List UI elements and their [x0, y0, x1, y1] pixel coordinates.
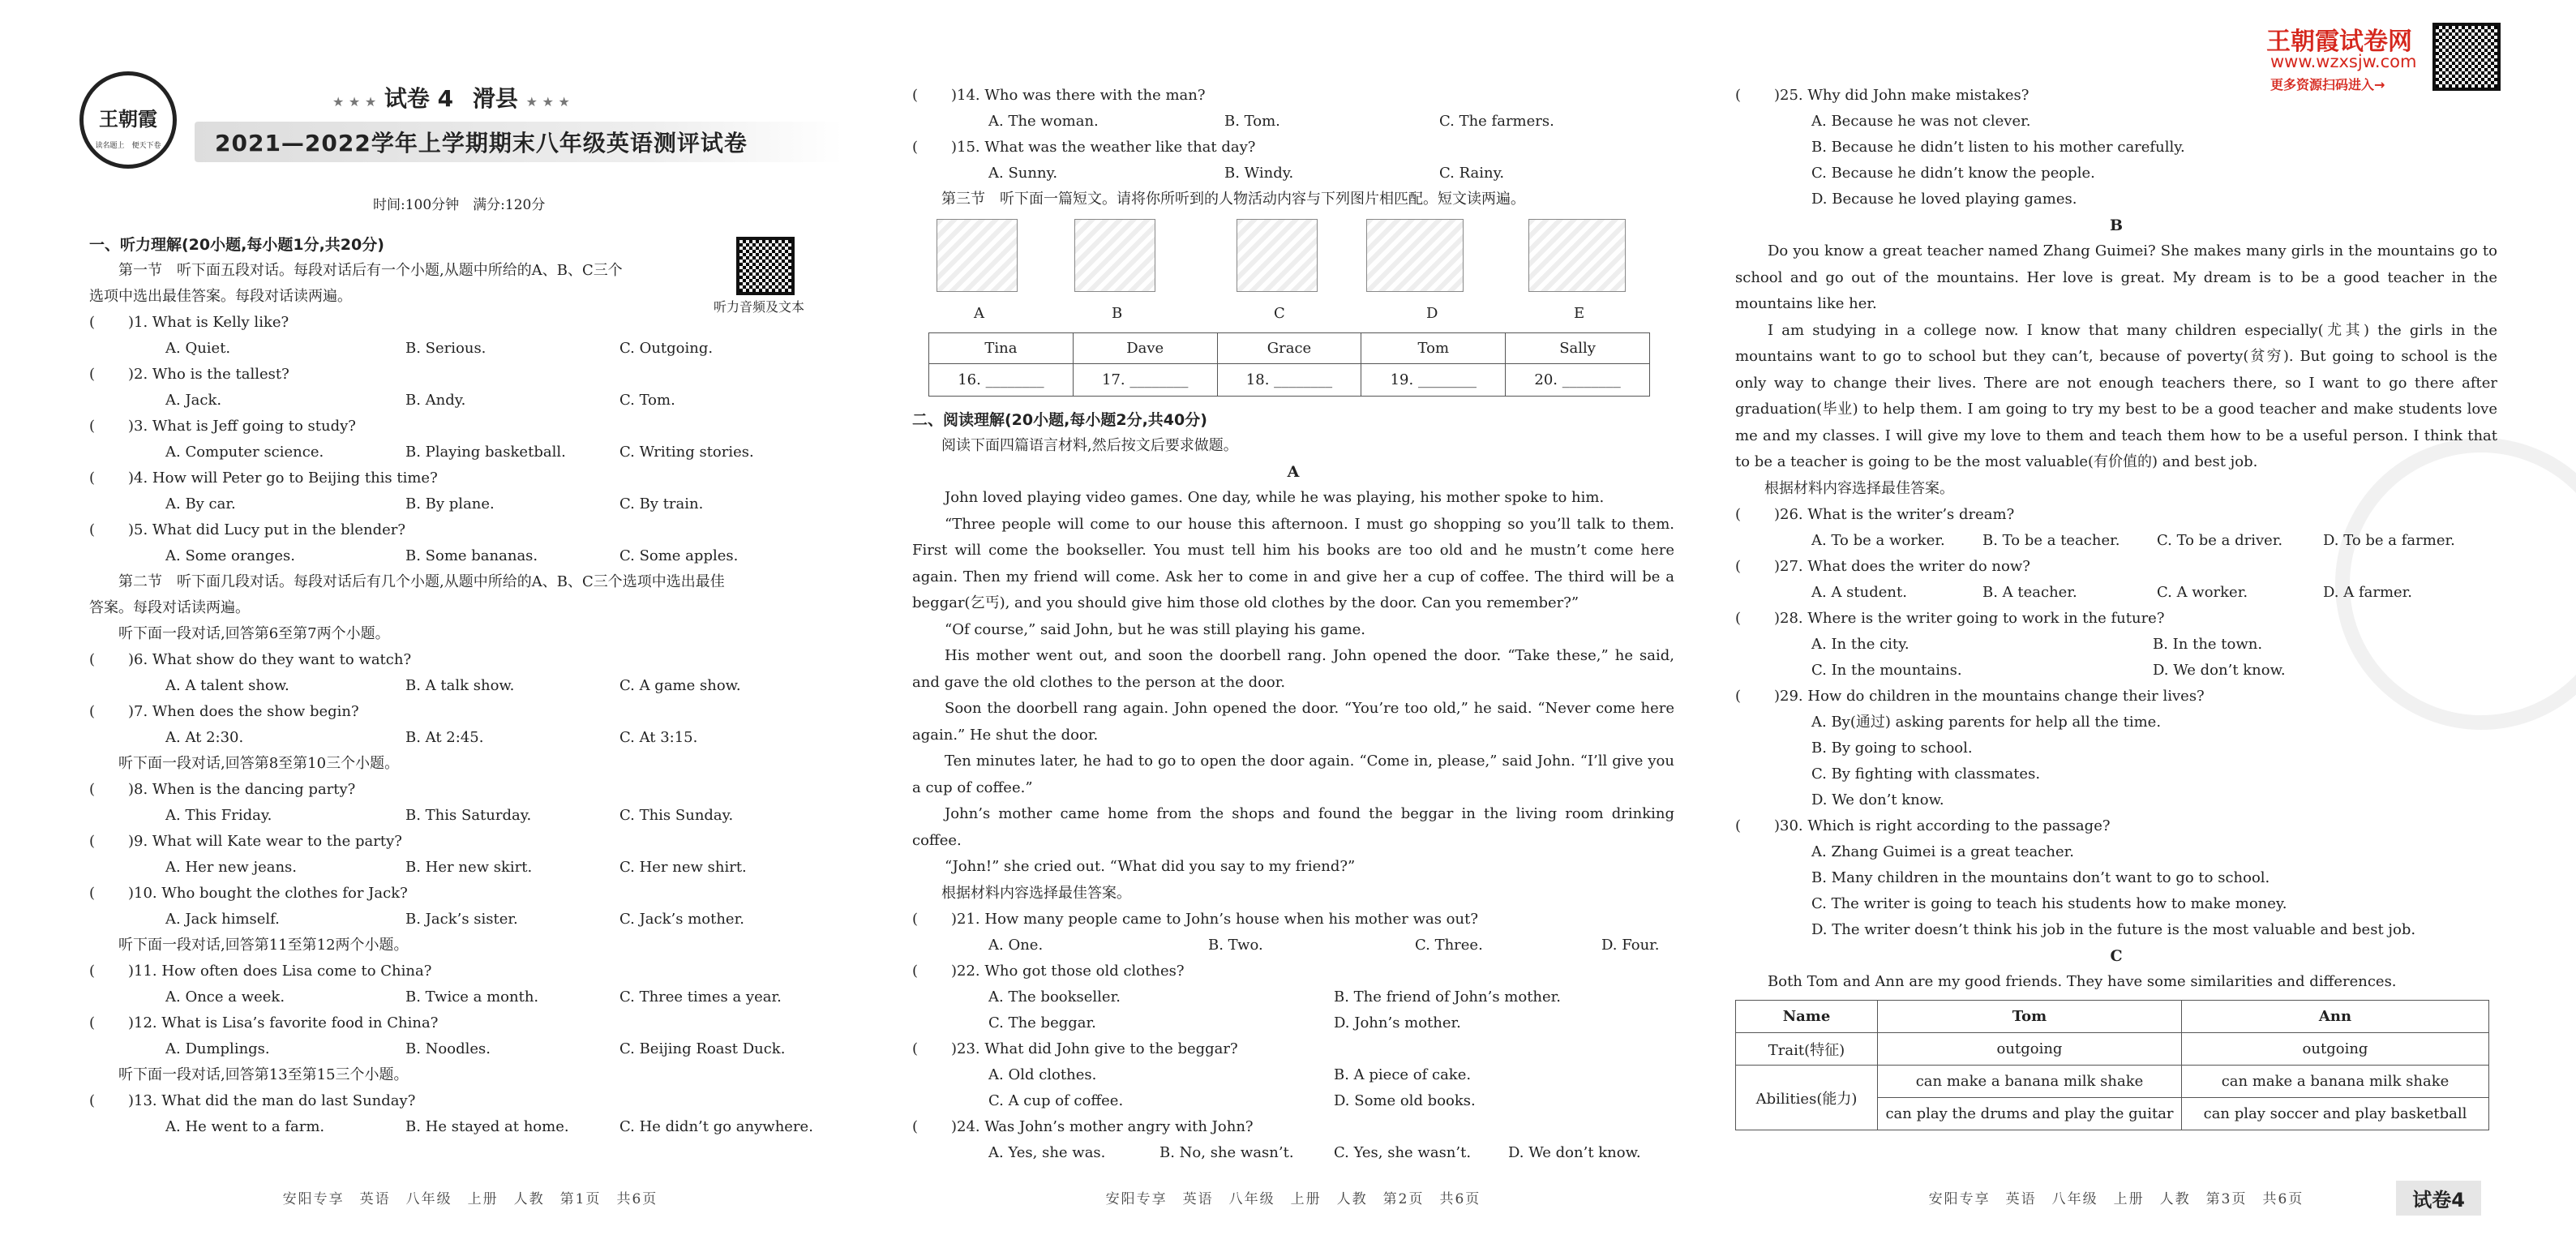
table-cell: outgoing: [2182, 1033, 2489, 1066]
options-5[interactable]: A. Some oranges. B. Some bananas. C. Some apples.: [165, 547, 739, 564]
question-6: ( )6. What show do they want to watch?: [89, 651, 412, 668]
option-25a[interactable]: A. Because he was not clever.: [1811, 113, 2031, 130]
part-3-title: 第三节 听下面一篇短文。请将你所听到的人物活动内容与下列图片相匹配。短文读两遍。: [941, 191, 1525, 208]
picture-label-c: C: [1274, 305, 1285, 322]
options-2[interactable]: A. Jack. B. Andy. C. Tom.: [165, 392, 675, 409]
footer-page-3: 安阳专享 英语 八年级 上册 人教 第3页 共6页: [1928, 1191, 2304, 1207]
options-28a[interactable]: A. In the city. B. In the town.: [1811, 635, 2263, 653]
name-cell: Grace: [1217, 333, 1361, 364]
option-29c[interactable]: C. By fighting with classmates.: [1811, 765, 2041, 783]
question-21: ( )21. How many people came to John’s house when his mother was out?: [912, 910, 1478, 928]
note-8-10: 听下面一段对话,回答第8至第10三个小题。: [118, 755, 400, 772]
picture-d: [1366, 219, 1464, 292]
picture-label-b: B: [1112, 305, 1123, 322]
option-30c[interactable]: C. The writer is going to teach his students how to make money.: [1811, 894, 2287, 912]
passage-a-p1: John loved playing video games. One day, while he was playing, his mother spoke to him.: [945, 489, 1605, 506]
option-29a[interactable]: A. By(通过) asking parents for help all the time.: [1811, 713, 2162, 731]
options-15[interactable]: A. Sunny. B. Windy. C. Rainy.: [988, 165, 1505, 182]
options-1[interactable]: A. Quiet. B. Serious. C. Outgoing.: [165, 340, 714, 357]
options-23b[interactable]: C. A cup of coffee. D. Some old books.: [988, 1091, 1476, 1109]
question-24: ( )24. Was John’s mother angry with John?: [912, 1117, 1254, 1135]
answer-cell[interactable]: 19. ________: [1361, 364, 1506, 397]
page-title: 2021—2022学年上学期期末八年级英语测评试卷: [215, 130, 748, 157]
options-14[interactable]: A. The woman. B. Tom. C. The farmers.: [988, 113, 1554, 130]
option-29b[interactable]: B. By going to school.: [1811, 739, 1973, 757]
options-13[interactable]: A. He went to a farm. B. He stayed at home. C. He didn’t go anywhere.: [165, 1118, 813, 1135]
passage-b-p2: I am studying in a college now. I know that many children especially(尤其) the girls in the mountains want to go to school but they can’t, because of poverty(贫穷). But going to school is the only way to change their lives. There are not enough teachers there, so I want to go there after graduation(毕业) to help them. I am going to try my best to be a good teacher and make students love me and my classes. I will give my love to them and teach them how to be a useful person. I think that to be a teacher is going to be the most valuable(有价值的) and best job.: [1735, 321, 2497, 470]
choose-instruction-b: 根据材料内容选择最佳答案。: [1764, 479, 1954, 497]
question-4: ( )4. How will Peter go to Beijing this time?: [89, 470, 438, 487]
section-2-title: 二、阅读理解(20小题,每小题2分,共40分): [912, 411, 1207, 429]
question-15: ( )15. What was the weather like that day?: [912, 139, 1256, 156]
table-cell: can play the drums and play the guitar: [1878, 1098, 2182, 1130]
option-30b[interactable]: B. Many children in the mountains don’t want to go to school.: [1811, 868, 2270, 886]
option-25b[interactable]: B. Because he didn’t listen to his mother carefully.: [1811, 139, 2185, 156]
qr-caption: 听力音频及文本: [714, 299, 805, 315]
brand-qr-code[interactable]: [2432, 23, 2501, 91]
brand-url: www.wzxsjw.com: [2270, 52, 2417, 71]
question-5: ( )5. What did Lucy put in the blender?: [89, 521, 406, 538]
page-1: [89, 0, 851, 1235]
question-26: ( )26. What is the writer’s dream?: [1735, 505, 2015, 523]
note-11-12: 听下面一段对话,回答第11至第12两个小题。: [118, 937, 409, 954]
question-12: ( )12. What is Lisa’s favorite food in China?: [89, 1014, 439, 1031]
passage-b-p1: Do you know a great teacher named Zhang Guimei? She makes many girls in the mountains go to school and go out of the mountains. Her love is great. My dream is to be a good teacher in the mountains like her.: [1735, 242, 2497, 312]
section-2-intro: 阅读下面四篇语言材料,然后按文后要求做题。: [941, 437, 1238, 454]
question-27: ( )27. What does the writer do now?: [1735, 557, 2030, 575]
matching-table: [928, 332, 1650, 397]
passage-a-p6: Ten minutes later, he had to go to open the door again. “Come in, please,” said John. “I’ll give you a cup of coffee.”: [912, 753, 1674, 796]
options-24[interactable]: A. Yes, she was. B. No, she wasn’t. C. Yes, she wasn’t. D. We don’t know.: [988, 1143, 1641, 1161]
question-2: ( )2. Who is the tallest?: [89, 366, 289, 383]
logo-text: 王朝霞: [99, 107, 157, 131]
question-7: ( )7. When does the show begin?: [89, 703, 359, 720]
question-9: ( )9. What will Kate wear to the party?: [89, 833, 402, 850]
name-cell: Sally: [1506, 333, 1650, 364]
paper-tag: 试卷4: [2396, 1181, 2481, 1216]
passage-a-p5: Soon the doorbell rang again. John opened the door. “You’re too old,” he said. “Never come here again.” He shut the door.: [912, 700, 1674, 744]
question-29: ( )29. How do children in the mountains change their lives?: [1735, 687, 2205, 705]
options-23a[interactable]: A. Old clothes. B. A piece of cake.: [988, 1066, 1472, 1083]
publisher-logo: [79, 71, 177, 169]
stars-right: ★ ★ ★: [525, 94, 570, 109]
table-cell: outgoing: [1878, 1033, 2182, 1066]
county-name: 滑县: [472, 85, 518, 112]
option-25d[interactable]: D. Because he loved playing games.: [1811, 191, 2077, 208]
picture-label-a: A: [974, 305, 984, 322]
options-9[interactable]: A. Her new jeans. B. Her new skirt. C. Her new shirt.: [165, 859, 747, 876]
options-27[interactable]: A. A student. B. A teacher. C. A worker. D. A farmer.: [1811, 583, 2413, 601]
question-13: ( )13. What did the man do last Sunday?: [89, 1092, 416, 1109]
logo-subtext: 读名题上 便天下卷: [95, 142, 161, 150]
options-3[interactable]: A. Computer science. B. Playing basketball. C. Writing stories.: [165, 444, 754, 461]
question-25: ( )25. Why did John make mistakes?: [1735, 87, 2030, 104]
passage-a-p4: His mother went out, and soon the doorbell rang. John opened the door. “Take these,” he said, and gave the old clothes to the person at the door.: [912, 647, 1674, 691]
options-8[interactable]: A. This Friday. B. This Saturday. C. This Sunday.: [165, 807, 734, 824]
page-2: [912, 0, 1674, 1235]
brand-tip: 更多资源扫码进入→: [2270, 77, 2385, 92]
footer-page-1: 安阳专享 英语 八年级 上册 人教 第1页 共6页: [282, 1191, 658, 1207]
time-score: 时间:100分钟 满分:120分: [373, 197, 546, 213]
options-6[interactable]: A. A talent show. B. A talk show. C. A game show.: [165, 677, 741, 694]
table-cell: can make a banana milk shake: [2182, 1066, 2489, 1098]
options-22b[interactable]: C. The beggar. D. John’s mother.: [988, 1014, 1461, 1031]
answer-cell[interactable]: 20. ________: [1506, 364, 1650, 397]
question-23: ( )23. What did John give to the beggar?: [912, 1040, 1238, 1057]
section-1-title: 一、听力理解(20小题,每小题1分,共20分): [89, 236, 384, 254]
picture-a: [937, 219, 1018, 292]
answer-cell[interactable]: 18. ________: [1217, 364, 1361, 397]
passage-a-label: A: [1287, 463, 1300, 481]
options-21[interactable]: A. One. B. Two. C. Three. D. Four.: [988, 936, 1660, 954]
table-cell: can play soccer and play basketball: [2182, 1098, 2489, 1130]
table-cell: Abilities(能力): [1736, 1066, 1878, 1130]
part-2-note: 第二节 听下面几段对话。每段对话后有几个小题,从题中所给的A、B、C三个选项中选出最佳: [118, 573, 725, 590]
footer-page-2: 安阳专享 英语 八年级 上册 人教 第2页 共6页: [1105, 1191, 1481, 1207]
table-cell: can make a banana milk shake: [1878, 1066, 2182, 1098]
note-6-7: 听下面一段对话,回答第6至第7两个小题。: [118, 625, 390, 642]
stars-left: ★ ★ ★: [332, 94, 377, 109]
name-cell: Tom: [1361, 333, 1506, 364]
option-25c[interactable]: C. Because he didn’t know the people.: [1811, 165, 2095, 182]
table-header: Tom: [1878, 1001, 2182, 1033]
question-8: ( )8. When is the dancing party?: [89, 781, 356, 798]
comparison-table: [1735, 1000, 2489, 1130]
question-14: ( )14. Who was there with the man?: [912, 87, 1206, 104]
picture-label-e: E: [1574, 305, 1585, 322]
passage-c-p1: Both Tom and Ann are my good friends. They have some similarities and differences.: [1768, 972, 2397, 990]
passage-a-p8: “John!” she cried out. “What did you say to my friend?”: [945, 858, 1356, 875]
option-30a[interactable]: A. Zhang Guimei is a great teacher.: [1811, 843, 2074, 860]
picture-e: [1528, 219, 1626, 292]
options-11[interactable]: A. Once a week. B. Twice a month. C. Three times a year.: [165, 988, 782, 1006]
brand-name: 王朝霞试卷网: [2266, 28, 2412, 56]
passage-a-p7: John’s mother came home from the shops and found the beggar in the living room drinking coffee.: [912, 805, 1674, 849]
options-10[interactable]: A. Jack himself. B. Jack’s sister. C. Jack’s mother.: [165, 911, 744, 928]
question-1: ( )1. What is Kelly like?: [89, 314, 289, 331]
table-header: Name: [1736, 1001, 1878, 1033]
part-2-note-2: 答案。每段对话读两遍。: [89, 599, 250, 616]
part-1-note-2: 选项中选出最佳答案。每段对话读两遍。: [89, 288, 352, 305]
options-4[interactable]: A. By car. B. By plane. C. By train.: [165, 495, 704, 512]
picture-c: [1237, 219, 1318, 292]
passage-b-label: B: [2109, 217, 2124, 234]
picture-b: [1074, 219, 1155, 292]
options-12[interactable]: A. Dumplings. B. Noodles. C. Beijing Roast Duck.: [165, 1040, 786, 1057]
question-28: ( )28. Where is the writer going to work in the future?: [1735, 609, 2165, 627]
options-28b[interactable]: C. In the mountains. D. We don’t know.: [1811, 661, 2286, 679]
table-header: Ann: [2182, 1001, 2489, 1033]
part-1-note: 第一节 听下面五段对话。每段对话后有一个小题,从题中所给的A、B、C三个: [118, 262, 623, 279]
choose-instruction: 根据材料内容选择最佳答案。: [941, 884, 1131, 902]
options-7[interactable]: A. At 2:30. B. At 2:45. C. At 3:15.: [165, 729, 698, 746]
passage-c-label: C: [2110, 946, 2123, 965]
answer-cell[interactable]: 17. ________: [1073, 364, 1217, 397]
answer-cell[interactable]: 16. ________: [929, 364, 1074, 397]
name-cell: Tina: [929, 333, 1074, 364]
option-30d[interactable]: D. The writer doesn’t think his job in the future is the most valuable and best job.: [1811, 920, 2416, 938]
page-3: [1735, 0, 2497, 1235]
option-29d[interactable]: D. We don’t know.: [1811, 791, 1944, 808]
question-22: ( )22. Who got those old clothes?: [912, 962, 1185, 980]
options-22a[interactable]: A. The bookseller. B. The friend of John’s mother.: [988, 988, 1562, 1006]
name-cell: Dave: [1073, 333, 1217, 364]
picture-label-d: D: [1426, 305, 1438, 322]
header-top: [332, 81, 570, 114]
question-11: ( )11. How often does Lisa come to China?: [89, 963, 432, 980]
question-30: ( )30. Which is right according to the passage?: [1735, 817, 2111, 834]
note-13-15: 听下面一段对话,回答第13至第15三个小题。: [118, 1066, 409, 1083]
paper-number: 试卷 4: [384, 85, 454, 112]
passage-a-p3: “Of course,” said John, but he was still playing his game.: [945, 620, 1366, 638]
passage-a-p2: “Three people will come to our house this afternoon. I must go shopping so you’ll talk to them. First will come the bookseller. You must tell him his books are too old and he mustn’t come here again. Then my friend will come. Ask her to come in and give her a cup of coffee. The third will be a beggar(乞丐), and you should give him those old clothes by the door. Can you remember?”: [912, 515, 1674, 611]
table-cell: Trait(特征): [1736, 1033, 1878, 1066]
options-26[interactable]: A. To be a worker. B. To be a teacher. C. To be a driver. D. To be a farmer.: [1811, 531, 2455, 549]
question-10: ( )10. Who bought the clothes for Jack?: [89, 885, 408, 902]
question-3: ( )3. What is Jeff going to study?: [89, 418, 356, 435]
